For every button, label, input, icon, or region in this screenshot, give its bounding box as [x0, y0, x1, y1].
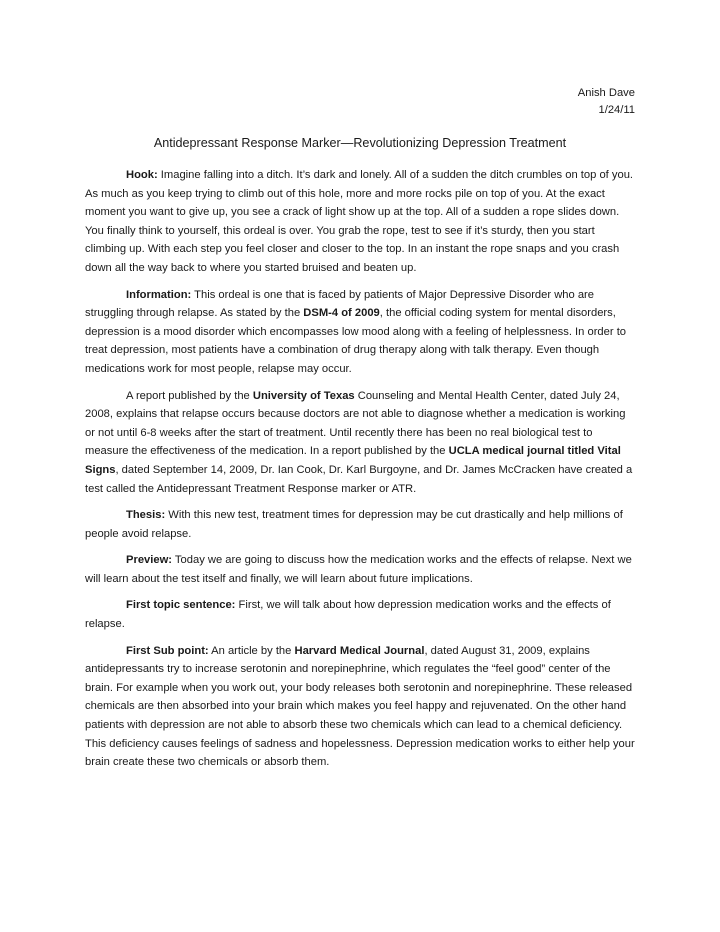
paragraph-first-subpoint: [85, 642, 635, 772]
paragraph-text: Counseling and Mental Health Center, dated July 24, 2008, explains that relapse occurs because doctors are not able to diagnose whether a medication is working or not until 6-8 weeks after the start of treatment. Until recently there has been no real biological test to measure the effectiveness of the medication. In a report published by the: [85, 389, 626, 458]
paragraph-label: Thesis:: [126, 509, 166, 522]
paragraph-text: With this new test, treatment times for depression may be cut drastically and help millions of people avoid relapse.: [85, 509, 623, 540]
paragraph-text: , the official coding system for mental disorders, depression is a mood disorder which encompasses low mood along with a feeling of helplessness. In order to treat depression, most patients have a combination of drug therapy along with talk therapy. Even though medications work for most people, relapse may occur.: [85, 307, 627, 375]
paragraph-first-topic: [85, 596, 635, 633]
paragraph-text: First, we will talk about how depression medication works and the effects of relapse.: [85, 599, 611, 631]
paragraph-label: Hook:: [126, 169, 158, 181]
paragraph-text: Imagine falling into a ditch. It’s dark and lonely. All of a sudden the ditch crumbles on top of you. As much as you keep trying to climb out of this hole, more and more rocks pile on top of you. At the exact moment you want to give up, you see a crack of light show up at the top. All of a sudden a rope slides down. You finally think to yourself, this ordeal is over. You grab the rope, test to see if it’s sturdy, then you start climbing up. With each step you feel closer and closer to the top. In an instant the rope snaps and you crash down all the way back to where you started bruised and beaten up.: [85, 169, 634, 274]
citation-bold: UCLA medical journal titled Vital Signs: [85, 445, 621, 476]
paragraph-text: , dated August 31, 2009, explains antidepressants try to increase serotonin and norepinephrine, which regulates the “feel good” center of the brain. For example when you work out, your body releases both serotonin and norepinephrine. These released chemicals are then absorbed into your brain which makes you feel happy and rejuvenated. On the other hand patients with depression are not able to absorb these two chemicals which can lead to a chemical deficiency. This deficiency causes feelings of sadness and hopelessness. Depression medication works to either help your brain create these two chemicals or absorb them.: [85, 644, 635, 769]
paragraph-preview: [85, 551, 635, 588]
paragraph-label: Preview:: [126, 554, 173, 567]
paragraph-hook: [85, 166, 635, 278]
page-title: Antidepressant Response Marker—Revolutionizing Depression Treatment: [153, 136, 567, 150]
citation-bold: Harvard Medical Journal: [294, 644, 425, 657]
paragraph-label: First Sub point:: [126, 644, 209, 657]
paragraph-label: Information:: [126, 288, 192, 301]
paragraph-thesis: [85, 506, 635, 543]
paragraph-report: [85, 387, 635, 499]
paragraph-information: [85, 286, 635, 379]
paragraph-text: , dated September 14, 2009, Dr. Ian Cook, Dr. Karl Burgoyne, and Dr. James McCracken have created a test called the Antidepressant Treatment Response marker or ATR.: [85, 463, 633, 495]
paragraph-text: This ordeal is one that is faced by patients of Major Depressive Disorder who are struggling through relapse. As stated by the: [85, 288, 595, 320]
citation-bold: DSM-4 of 2009: [303, 307, 380, 320]
paragraph-text: A report published by the: [126, 389, 253, 402]
author-name: Anish Dave: [577, 87, 635, 99]
paragraph-text: Today we are going to discuss how the medication works and the effects of relapse. Next we will learn about the test itself and finally, we will learn about future implications.: [85, 554, 632, 585]
header-block: [578, 85, 635, 119]
document-body: [85, 166, 635, 780]
citation-bold: University of Texas: [252, 389, 355, 402]
paragraph-label: First topic sentence:: [126, 599, 236, 612]
paragraph-text: An article by the: [208, 644, 295, 657]
document-date: 1/24/11: [598, 104, 635, 116]
